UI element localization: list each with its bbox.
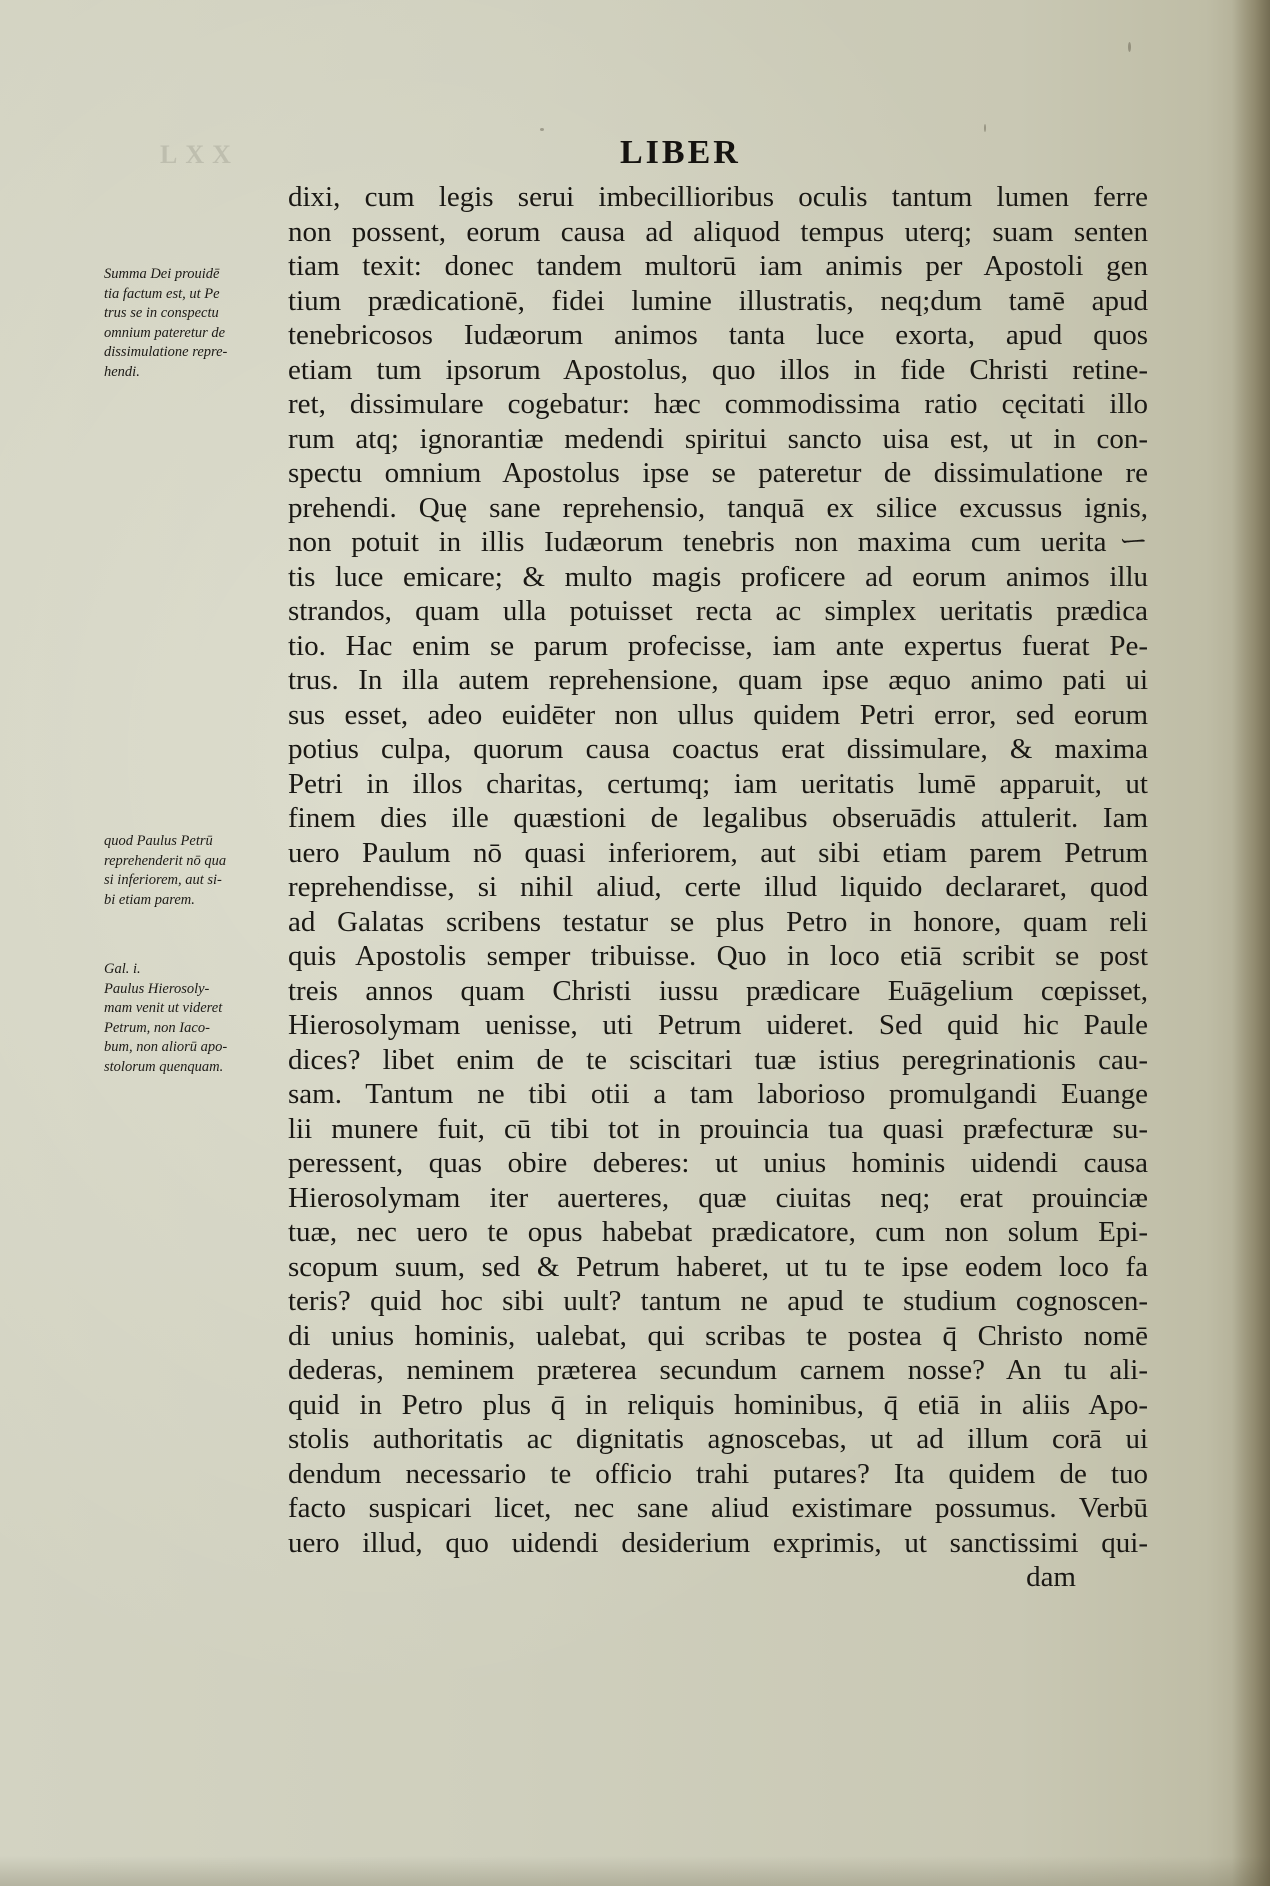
- text-line: quis Apostolis semper tribuisse. Quo in loco etiā scribit se post: [288, 940, 1148, 972]
- text-line: di unius hominis, ualebat, qui scribas te postea q̄ Christo nomē: [288, 1319, 1148, 1352]
- text-line: tuæ, nec uero te opus habebat prædicatore, cum non solum Epi-: [288, 1216, 1148, 1248]
- page-bottom-shadow: [0, 1856, 1270, 1886]
- text-line: dixi, cum legis serui imbecillioribus oculis tantum lumen ferre: [288, 181, 1148, 213]
- text-line: Hierosolymam uenisse, uti Petrum uideret. Sed quid hic Paule: [288, 1009, 1148, 1041]
- text-line: potius culpa, quorum causa coactus erat dissimulare, & maxima: [288, 733, 1148, 765]
- body-text: [288, 180, 1148, 1595]
- faded-folio-number: LXX: [160, 140, 239, 169]
- text-line: dices? libet enim de te sciscitari tuæ istius peregrinationis cau-: [288, 1043, 1148, 1076]
- text-line: non possent, eorum causa ad aliquod tempus uterq; suam senten: [288, 215, 1148, 248]
- ink-speck: [540, 128, 544, 131]
- marginal-note-2: quod Paulus Petrū reprehenderit nō qua si inferiorem, aut si- bi etiam parem.: [104, 833, 227, 908]
- text-line: Hierosolymam iter auerteres, quæ ciuitas neq; erat prouinciæ: [288, 1181, 1148, 1214]
- ink-speck: [984, 124, 986, 132]
- text-line: prehendi. Quę sane reprehensio, tanquā ex silice excussus ignis,: [288, 491, 1148, 524]
- text-line: stolis authoritatis ac dignitatis agnoscebas, ut ad illum corā ui: [288, 1423, 1148, 1455]
- text-line: tenebricosos Iudæorum animos tanta luce exorta, apud quos: [288, 319, 1148, 351]
- page-gutter-shadow: [1232, 0, 1270, 1886]
- text-line: lii munere fuit, cū tibi tot in prouincia tua quasi præfecturæ su-: [288, 1112, 1148, 1145]
- text-line: trus. In illa autem reprehensione, quam ipse æquo animo pati ui: [288, 664, 1148, 696]
- text-line: etiam tum ipsorum Apostolus, quo illos in fide Christi retine-: [288, 353, 1148, 386]
- text-line: ad Galatas scribens testatur se plus Petro in honore, quam reli: [288, 905, 1148, 938]
- text-line: rum atq; ignorantiæ medendi spiritui sancto uisa est, ut in con-: [288, 422, 1148, 455]
- marginal-note-1: Summa Dei prouidē tia factum est, ut Pe trus se in conspectu omnium pateretur de dissimulatione repre- hendi.: [104, 266, 228, 380]
- text-line: tio. Hac enim se parum profecisse, iam ante expertus fuerat Pe-: [288, 629, 1148, 662]
- text-line: tium prædicationē, fidei lumine illustratis, neq;dum tamē apud: [288, 284, 1148, 317]
- text-line: uero illud, quo uidendi desiderium exprimis, ut sanctissimi qui-: [288, 1526, 1148, 1559]
- text-line: uero Paulum nō quasi inferiorem, aut sibi etiam parem Petrum: [288, 836, 1148, 869]
- running-title: LIBER: [620, 134, 741, 171]
- text-line: reprehendisse, si nihil aliud, certe illud liquido declararet, quod: [288, 871, 1148, 903]
- text-line: strandos, quam ulla potuisset recta ac simplex ueritatis prædica: [288, 595, 1148, 627]
- text-line: sus esset, adeo euidēter non ullus quidem Petri error, sed eorum: [288, 698, 1148, 731]
- text-line: peressent, quas obire deberes: ut unius hominis uidendi causa: [288, 1147, 1148, 1179]
- text-line: non potuit in illis Iudæorum tenebris non maxima cum ueritaー: [288, 526, 1148, 558]
- text-line: facto suspicari licet, nec sane aliud existimare possumus. Verbū: [288, 1492, 1148, 1524]
- text-line: teris? quid hoc sibi uult? tantum ne apud te studium cognoscen-: [288, 1285, 1148, 1317]
- text-line: ret, dissimulare cogebatur: hæc commodissima ratio cęcitati illo: [288, 388, 1148, 420]
- text-line: quid in Petro plus q̄ in reliquis hominibus, q̄ etiā in aliis Apo-: [288, 1388, 1148, 1421]
- text-line: tis luce emicare; & multo magis proficere ad eorum animos illu: [288, 560, 1148, 593]
- marginal-note-3: Gal. i. Paulus Hierosoly- mam venit ut videret Petrum, non Iaco- bum, non aliorū apo- stolorum quenquam.: [104, 961, 228, 1075]
- text-line: Petri in illos charitas, certumq; iam ueritatis lumē apparuit, ut: [288, 767, 1148, 800]
- ink-speck: [1128, 42, 1131, 52]
- text-line: treis annos quam Christi iussu prædicare Euāgelium cœpisset,: [288, 974, 1148, 1007]
- text-line: spectu omnium Apostolus ipse se pateretur de dissimulatione re: [288, 457, 1148, 489]
- text-line: dendum necessario te officio trahi putares? Ita quidem de tuo: [288, 1457, 1148, 1490]
- text-line: dederas, neminem præterea secundum carnem nosse? An tu ali-: [288, 1354, 1148, 1386]
- text-line: scopum suum, sed & Petrum haberet, ut tu te ipse eodem loco fa: [288, 1250, 1148, 1283]
- text-line: sam. Tantum ne tibi otii a tam laborioso promulgandi Euange: [288, 1078, 1148, 1110]
- text-line: finem dies ille quæstioni de legalibus obseruādis attulerit. Iam: [288, 802, 1148, 834]
- text-line: tiam texit: donec tandem multorū iam animis per Apostoli gen: [288, 250, 1148, 282]
- catchword: dam: [1026, 1561, 1076, 1593]
